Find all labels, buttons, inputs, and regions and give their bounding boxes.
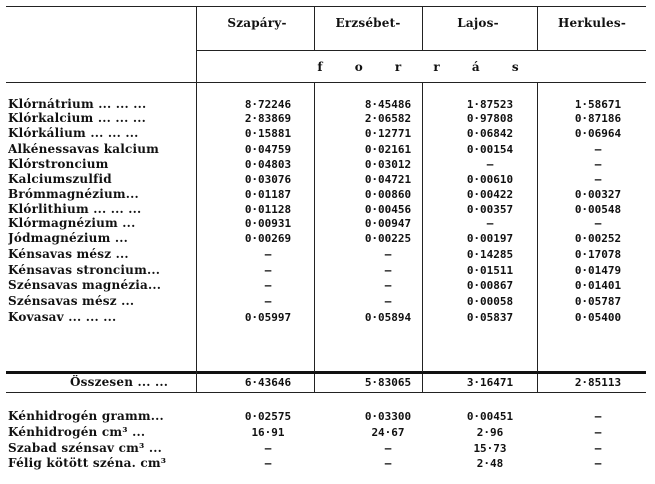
table-cell: 0·04759	[244, 143, 292, 156]
table-cell: 1·87523	[466, 98, 514, 111]
table-cell: 5·83065	[364, 376, 412, 389]
row-label: Szabad szénsav cm³ ...	[8, 441, 162, 455]
table-cell: 15·73	[473, 442, 507, 455]
table-cell: 0·00154	[466, 143, 514, 156]
row-label: Félig kötött szénа. cm³	[8, 456, 167, 470]
table-cell: 8·72246	[244, 98, 292, 111]
table-row	[8, 263, 648, 278]
row-label: Kalciumszulfid	[8, 172, 112, 186]
column-header: Herkules-	[557, 16, 627, 30]
row-label: Összesen ... ...	[70, 375, 169, 389]
table-cell: 8·45486	[364, 98, 412, 111]
row-label: Kovasav ... ... ...	[8, 310, 117, 324]
total-row	[8, 375, 648, 390]
table-cell: —	[594, 426, 602, 439]
table-cell: 0·00860	[364, 188, 412, 201]
row-label: Alkénessavas kalcium	[8, 142, 160, 156]
table-cell: —	[594, 158, 602, 171]
table-row	[8, 409, 648, 424]
table-cell: 16·91	[251, 426, 285, 439]
row-label: Klórmagnézium ...	[8, 216, 136, 230]
row-label: Kénsavas mész ...	[8, 247, 129, 261]
table-cell: 3·16471	[466, 376, 514, 389]
table-row	[8, 247, 648, 262]
table-cell: 0·00252	[574, 232, 622, 245]
table-row	[8, 202, 648, 217]
table-row	[8, 278, 648, 293]
row-label: Klórnátrium ... ... ...	[8, 97, 147, 111]
table-cell: 1·58671	[574, 98, 622, 111]
table-cell: —	[264, 279, 272, 292]
column-header: Erzsébet-	[335, 16, 401, 30]
table-cell: —	[264, 264, 272, 277]
row-label: Kénhidrogén cm³ ...	[8, 425, 146, 439]
row-label: Jódmagnézium ...	[8, 231, 129, 245]
table-row	[8, 441, 648, 456]
table-cell: 0·15881	[244, 127, 292, 140]
table-cell: 0·00867	[466, 279, 514, 292]
table-cell: —	[264, 457, 272, 470]
table-cell: 0·00058	[466, 295, 514, 308]
table-cell: 0·06964	[574, 127, 622, 140]
column-rule	[422, 6, 423, 50]
table-row	[8, 157, 648, 172]
table-cell: 0·01511	[466, 264, 514, 277]
table-cell: 0·04803	[244, 158, 292, 171]
table-cell: —	[594, 457, 602, 470]
table-cell: 0·02575	[244, 410, 292, 423]
total-bottom-rule	[6, 392, 646, 393]
table-cell: 0·00456	[364, 203, 412, 216]
table-cell: —	[264, 295, 272, 308]
table-cell: 0·00197	[466, 232, 514, 245]
table-cell: 2·48	[476, 457, 504, 470]
table-cell: 0·00327	[574, 188, 622, 201]
table-cell: 2·96	[476, 426, 504, 439]
table-cell: —	[384, 248, 392, 261]
row-label: Klórstroncium	[8, 157, 109, 171]
table-cell: 0·00931	[244, 217, 292, 230]
table-cell: —	[384, 279, 392, 292]
table-cell: —	[486, 217, 494, 230]
table-cell: —	[594, 442, 602, 455]
table-cell: 0·14285	[466, 248, 514, 261]
header-divider	[196, 50, 646, 51]
table-row	[8, 216, 648, 231]
header-bottom-rule	[6, 82, 646, 83]
row-label: Klórlithium ... ... ...	[8, 202, 142, 216]
table-cell: —	[594, 217, 602, 230]
table-cell: 24·67	[371, 426, 405, 439]
column-header: Lajos-	[457, 16, 499, 30]
table-cell: —	[384, 295, 392, 308]
table-cell: 0·00422	[466, 188, 514, 201]
table-top-rule	[6, 6, 646, 7]
table-row	[8, 111, 648, 126]
table-cell: 0·00548	[574, 203, 622, 216]
table-cell: 0·00947	[364, 217, 412, 230]
row-label: Kénsavas stroncium...	[8, 263, 161, 277]
table-cell: 0·05400	[574, 311, 622, 324]
table-cell: 2·06582	[364, 112, 412, 125]
table-cell: 0·05837	[466, 311, 514, 324]
table-cell: 0·05787	[574, 295, 622, 308]
table-cell: 0·01128	[244, 203, 292, 216]
table-cell: 0·97808	[466, 112, 514, 125]
table-row	[8, 142, 648, 157]
table-cell: 0·17078	[574, 248, 622, 261]
row-label: Klórkálium ... ... ...	[8, 126, 139, 140]
table-cell: —	[594, 143, 602, 156]
row-label: Szénsavas magnézia...	[8, 278, 162, 292]
table-cell: 0·00451	[466, 410, 514, 423]
table-cell: 0·05997	[244, 311, 292, 324]
row-label: Szénsavas mész ...	[8, 294, 135, 308]
table-cell: 0·04721	[364, 173, 412, 186]
table-cell: 2·85113	[574, 376, 622, 389]
table-cell: 2·83869	[244, 112, 292, 125]
row-label: Klórkalcium ... ... ...	[8, 111, 146, 125]
table-row	[8, 172, 648, 187]
table-cell: 0·00357	[466, 203, 514, 216]
table-cell: 0·00269	[244, 232, 292, 245]
table-cell: 0·02161	[364, 143, 412, 156]
column-header: Szapáry-	[227, 16, 287, 30]
row-label: Brómmagnézium...	[8, 187, 139, 201]
table-row	[8, 294, 648, 309]
table-cell: 6·43646	[244, 376, 292, 389]
table-cell: 0·00610	[466, 173, 514, 186]
table-cell: 0·03012	[364, 158, 412, 171]
table-row	[8, 187, 648, 202]
table-cell: 0·06842	[466, 127, 514, 140]
column-group-header: f o r r á s	[317, 60, 533, 74]
table-row	[8, 425, 648, 440]
table-cell: 0·01401	[574, 279, 622, 292]
table-cell: 0·03300	[364, 410, 412, 423]
total-rule	[6, 371, 646, 374]
table-cell: —	[384, 457, 392, 470]
table-cell: 0·87186	[574, 112, 622, 125]
table-cell: 0·12771	[364, 127, 412, 140]
table-row	[8, 126, 648, 141]
table-row	[8, 97, 648, 112]
table-cell: 0·03076	[244, 173, 292, 186]
table-row	[8, 310, 648, 325]
table-cell: —	[486, 158, 494, 171]
table-cell: —	[264, 248, 272, 261]
table-cell: —	[264, 442, 272, 455]
table-cell: —	[594, 173, 602, 186]
table-cell: —	[594, 410, 602, 423]
table-cell: 0·00225	[364, 232, 412, 245]
table-cell: —	[384, 264, 392, 277]
row-label: Kénhidrogén gramm...	[8, 409, 164, 423]
table-row	[8, 231, 648, 246]
table-cell: —	[384, 442, 392, 455]
table-cell: 0·01479	[574, 264, 622, 277]
table-cell: 0·01187	[244, 188, 292, 201]
table-row	[8, 456, 648, 471]
table-cell: 0·05894	[364, 311, 412, 324]
